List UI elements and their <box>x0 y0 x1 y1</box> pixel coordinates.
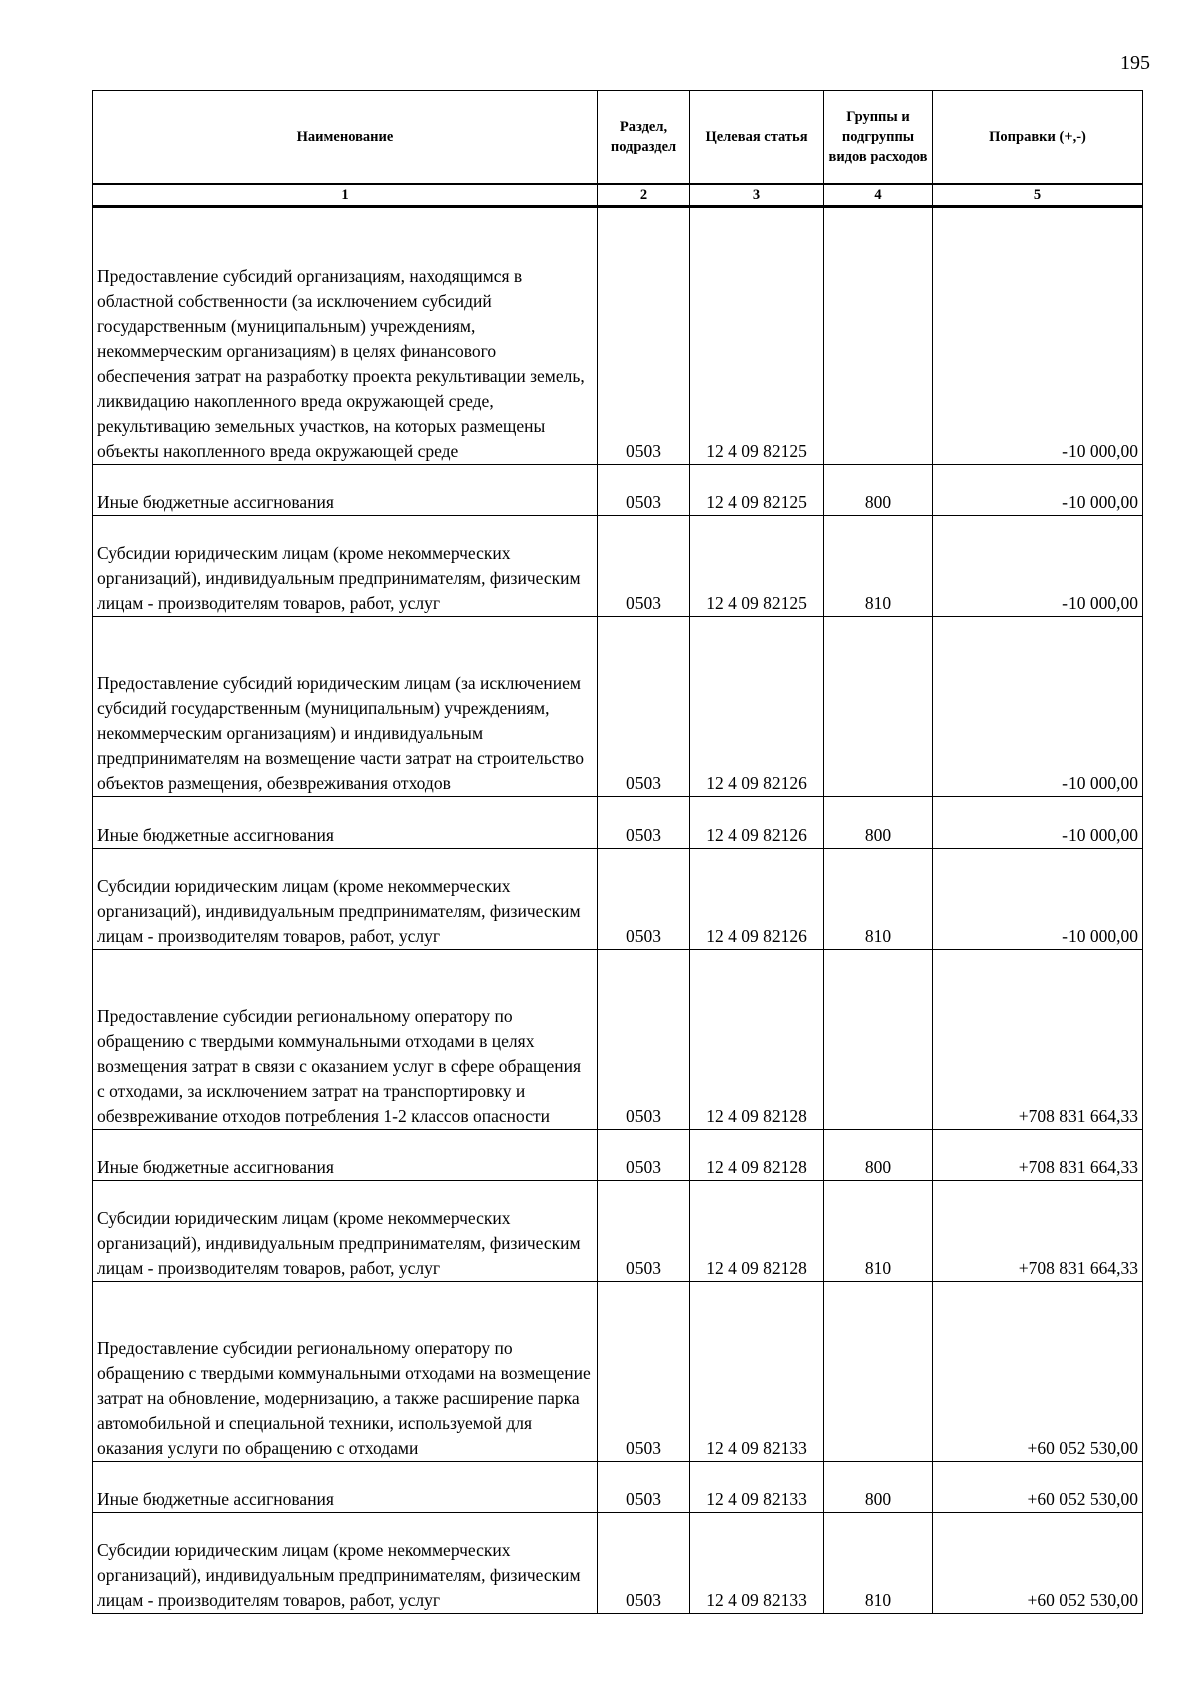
row-group: 810 <box>824 1181 933 1282</box>
table-row <box>93 1130 1143 1181</box>
row-article: 12 4 09 82128 <box>690 1181 824 1282</box>
row-group: 810 <box>824 516 933 617</box>
row-article: 12 4 09 82126 <box>690 797 824 849</box>
header-row <box>93 91 1143 185</box>
column-number-row <box>93 184 1143 207</box>
row-section: 0503 <box>598 516 690 617</box>
col-number: 1 <box>93 184 598 207</box>
row-article: 12 4 09 82126 <box>690 849 824 950</box>
row-name: Субсидии юридическим лицам (кроме некоммерческих организаций), индивидуальным предпринимателям, физическим лицам - производителям товаров, работ, услуг <box>93 1513 598 1614</box>
row-group <box>824 1282 933 1462</box>
row-section: 0503 <box>598 1282 690 1462</box>
table-row <box>93 849 1143 950</box>
row-amount: -10 000,00 <box>933 797 1143 849</box>
row-article: 12 4 09 82133 <box>690 1513 824 1614</box>
row-article: 12 4 09 82125 <box>690 465 824 516</box>
col-header-target-article: Целевая статья <box>690 91 824 185</box>
row-section: 0503 <box>598 849 690 950</box>
budget-amendments-table <box>92 90 1143 1614</box>
row-name: Иные бюджетные ассигнования <box>93 465 598 516</box>
table-row <box>93 1282 1143 1462</box>
col-header-section: Раздел, подраздел <box>598 91 690 185</box>
row-article: 12 4 09 82126 <box>690 617 824 797</box>
row-group: 800 <box>824 1130 933 1181</box>
row-name: Субсидии юридическим лицам (кроме некоммерческих организаций), индивидуальным предпринимателям, физическим лицам - производителям товаров, работ, услуг <box>93 1181 598 1282</box>
table-row <box>93 1513 1143 1614</box>
row-amount: -10 000,00 <box>933 516 1143 617</box>
row-amount: +60 052 530,00 <box>933 1462 1143 1513</box>
page-number: 195 <box>1120 52 1150 74</box>
row-group <box>824 950 933 1130</box>
row-name: Субсидии юридическим лицам (кроме некоммерческих организаций), индивидуальным предпринимателям, физическим лицам - производителям товаров, работ, услуг <box>93 849 598 950</box>
row-amount: +708 831 664,33 <box>933 950 1143 1130</box>
table-row <box>93 950 1143 1130</box>
row-name: Субсидии юридическим лицам (кроме некоммерческих организаций), индивидуальным предпринимателям, физическим лицам - производителям товаров, работ, услуг <box>93 516 598 617</box>
row-amount: +60 052 530,00 <box>933 1282 1143 1462</box>
row-article: 12 4 09 82128 <box>690 1130 824 1181</box>
table-row <box>93 207 1143 465</box>
col-header-amendments: Поправки (+,-) <box>933 91 1143 185</box>
row-group: 800 <box>824 1462 933 1513</box>
row-section: 0503 <box>598 950 690 1130</box>
table-row <box>93 516 1143 617</box>
row-amount: +708 831 664,33 <box>933 1130 1143 1181</box>
row-name: Предоставление субсидий организациям, находящимся в областной собственности (за исключением субсидий государственным (муниципальным) учреждениям, некоммерческим организациям) в целях финансового обеспечения затрат на разработку проекта рекультивации земель, ликвидацию накопленного вреда окружающей среде, рекультивацию земельных участков, на которых размещены объекты накопленного вреда окружающей среде <box>93 207 598 465</box>
row-section: 0503 <box>598 465 690 516</box>
row-article: 12 4 09 82125 <box>690 207 824 465</box>
table-row <box>93 617 1143 797</box>
table-row <box>93 1462 1143 1513</box>
row-section: 0503 <box>598 1130 690 1181</box>
row-amount: -10 000,00 <box>933 465 1143 516</box>
row-name: Предоставление субсидии региональному оператору по обращению с твердыми коммунальными отходами в целях возмещения затрат в связи с оказанием услуг в сфере обращения с отходами, за исключением затрат на транспортировку и обезвреживание отходов потребления 1-2 классов опасности <box>93 950 598 1130</box>
row-section: 0503 <box>598 797 690 849</box>
col-number: 5 <box>933 184 1143 207</box>
row-name: Иные бюджетные ассигнования <box>93 1130 598 1181</box>
row-article: 12 4 09 82125 <box>690 516 824 617</box>
row-group: 800 <box>824 797 933 849</box>
row-group: 800 <box>824 465 933 516</box>
row-section: 0503 <box>598 1513 690 1614</box>
col-header-expense-groups: Группы и подгруппы видов расходов <box>824 91 933 185</box>
row-name: Иные бюджетные ассигнования <box>93 797 598 849</box>
row-name: Предоставление субсидий юридическим лицам (за исключением субсидий государственным (муниципальным) учреждениям, некоммерческим организациям) и индивидуальным предпринимателям на возмещение части затрат на строительство объектов размещения, обезвреживания отходов <box>93 617 598 797</box>
row-amount: +60 052 530,00 <box>933 1513 1143 1614</box>
row-name: Предоставление субсидии региональному оператору по обращению с твердыми коммунальными отходами на возмещение затрат на обновление, модернизацию, а также расширение парка автомобильной и специальной техники, используемой для оказания услуги по обращению с отходами <box>93 1282 598 1462</box>
col-number: 4 <box>824 184 933 207</box>
table-row <box>93 797 1143 849</box>
row-article: 12 4 09 82128 <box>690 950 824 1130</box>
row-group: 810 <box>824 1513 933 1614</box>
row-amount: -10 000,00 <box>933 207 1143 465</box>
row-group <box>824 207 933 465</box>
row-group <box>824 617 933 797</box>
table-row <box>93 1181 1143 1282</box>
col-header-name: Наименование <box>93 91 598 185</box>
col-number: 2 <box>598 184 690 207</box>
row-section: 0503 <box>598 1181 690 1282</box>
row-article: 12 4 09 82133 <box>690 1282 824 1462</box>
row-section: 0503 <box>598 617 690 797</box>
row-name: Иные бюджетные ассигнования <box>93 1462 598 1513</box>
row-article: 12 4 09 82133 <box>690 1462 824 1513</box>
row-section: 0503 <box>598 207 690 465</box>
row-amount: -10 000,00 <box>933 849 1143 950</box>
row-group: 810 <box>824 849 933 950</box>
table-row <box>93 465 1143 516</box>
row-amount: +708 831 664,33 <box>933 1181 1143 1282</box>
row-section: 0503 <box>598 1462 690 1513</box>
col-number: 3 <box>690 184 824 207</box>
row-amount: -10 000,00 <box>933 617 1143 797</box>
